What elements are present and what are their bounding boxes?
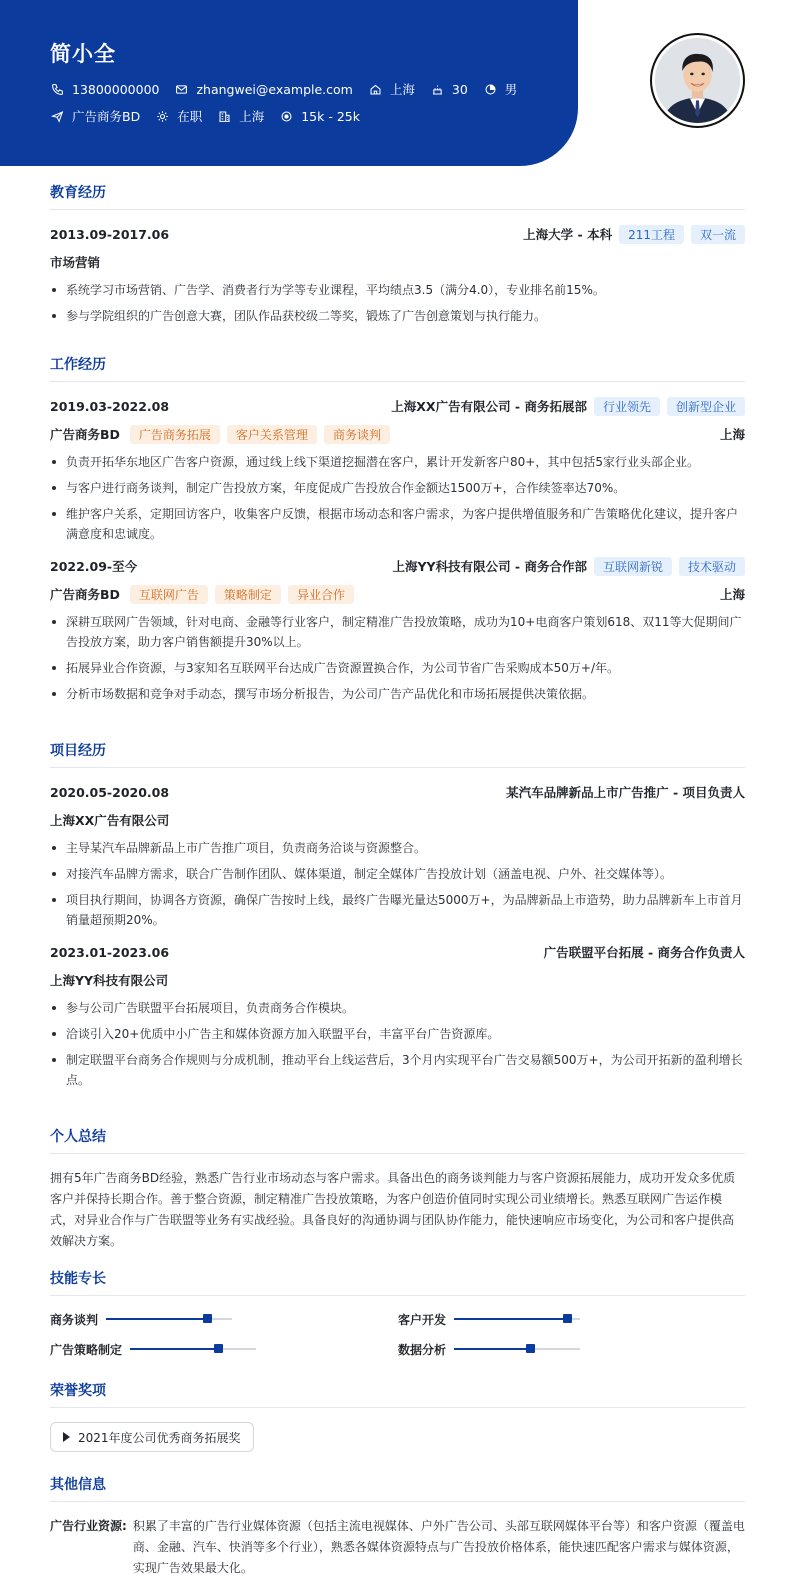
work-section <box>50 354 745 716</box>
list-item: 对接汽车品牌方需求，联合广告制作团队、媒体渠道，制定全媒体广告投放计划（涵盖电视、户外、社交媒体等）。 <box>50 864 745 884</box>
project-company: 上海XX广告有限公司 <box>50 813 170 828</box>
education-school-group <box>523 225 745 244</box>
status-text: 在职 <box>177 109 203 124</box>
project-entry <box>50 782 745 930</box>
position-text: 广告商务BD <box>72 109 141 124</box>
age-item <box>430 82 468 97</box>
contact-row <box>50 80 532 98</box>
work-header-row <box>50 396 745 416</box>
skill-item <box>398 1340 745 1358</box>
section-title: 项目经历 <box>50 740 745 768</box>
awards-section <box>50 1380 745 1452</box>
project-bullets <box>50 998 745 1090</box>
work-role-group <box>50 585 354 604</box>
education-entry <box>50 224 745 326</box>
gender-text: 男 <box>504 82 518 97</box>
project-date: 2020.05-2020.08 <box>50 784 170 800</box>
email-item <box>174 82 352 97</box>
company-tag: 行业领先 <box>594 397 660 416</box>
phone-icon <box>50 82 65 97</box>
work-company: 上海YY科技有限公司 - 商务合作部 <box>392 559 587 574</box>
project-date: 2023.01-2023.06 <box>50 944 170 960</box>
other-value: 积累了丰富的广告行业媒体资源（包括主流电视媒体、户外广告公司、头部互联网媒体平台等）和客户资源（覆盖电商、金融、汽车、快消等多个行业），熟悉各媒体资源特点与广告投放价格体系，能快速匹配客户需求与媒体资源，实现广告效果最大化。 <box>132 1519 745 1575</box>
skill-bar <box>130 1348 256 1350</box>
gender-icon <box>483 82 498 97</box>
award-item[interactable] <box>50 1422 254 1452</box>
other-section <box>50 1474 745 1579</box>
list-item: 参与公司广告联盟平台拓展项目，负责商务合作模块。 <box>50 998 745 1018</box>
project-company-row <box>50 810 745 830</box>
position-item <box>50 107 140 125</box>
skill-knob <box>563 1314 572 1323</box>
skill-fill <box>454 1348 530 1350</box>
list-item: 系统学习市场营销、广告学、消费者行为学等专业课程，平均绩点3.5（满分4.0），专业排名前15%。 <box>50 280 745 300</box>
section-title: 教育经历 <box>50 182 745 210</box>
role-tag: 异业合作 <box>288 585 354 604</box>
skill-fill <box>130 1348 218 1350</box>
list-item: 制定联盟平台商务合作规则与分成机制，推动平台上线运营后，3个月内实现平台广告交易额500万+，为公司开拓新的盈利增长点。 <box>50 1050 745 1090</box>
skill-item <box>50 1310 398 1328</box>
work-city: 上海 <box>719 587 745 602</box>
skill-item <box>398 1310 745 1328</box>
education-school: 上海大学 - 本科 <box>523 227 613 242</box>
status-icon <box>155 109 170 124</box>
skill-label: 商务谈判 <box>50 1312 99 1327</box>
mail-icon <box>174 82 189 97</box>
role-tag: 客户关系管理 <box>227 425 317 444</box>
list-item: 与客户进行商务谈判，制定广告投放方案，年度促成广告投放合作金额达1500万+，合作续签率达70%。 <box>50 478 745 498</box>
role-tag: 互联网广告 <box>130 585 208 604</box>
work-role-group <box>50 425 390 444</box>
salary-text: 15k - 25k <box>301 108 360 124</box>
project-name: 某汽车品牌新品上市广告推广 - 项目负责人 <box>506 785 745 800</box>
skill-knob <box>203 1314 212 1323</box>
salary-item <box>279 109 360 124</box>
skill-knob <box>214 1344 223 1353</box>
city-item <box>217 107 264 125</box>
education-major <box>50 252 745 272</box>
section-title: 工作经历 <box>50 354 745 382</box>
skill-knob <box>526 1344 535 1353</box>
list-item: 参与学院组织的广告创意大赛，团队作品获校级二等奖，锻炼了广告创意策划与执行能力。 <box>50 306 745 326</box>
list-item: 分析市场数据和竞争对手动态，撰写市场分析报告，为公司广告产品优化和市场拓展提供决策依据。 <box>50 684 745 704</box>
list-item: 主导某汽车品牌新品上市广告推广项目，负责商务洽谈与资源整合。 <box>50 838 745 858</box>
phone-text: 13800000000 <box>72 81 160 97</box>
section-title: 技能专长 <box>50 1268 745 1296</box>
section-title: 其他信息 <box>50 1474 745 1502</box>
work-company: 上海XX广告有限公司 - 商务拓展部 <box>391 399 587 414</box>
building-icon <box>217 109 232 124</box>
skill-bar <box>454 1348 580 1350</box>
company-tag: 技术驱动 <box>679 557 745 576</box>
skill-item <box>50 1340 398 1358</box>
work-role: 广告商务BD <box>50 427 120 442</box>
skills-section <box>50 1268 745 1358</box>
school-tag: 211工程 <box>619 225 684 244</box>
education-header-row <box>50 224 745 244</box>
work-entry <box>50 396 745 544</box>
project-header-row <box>50 782 745 802</box>
list-item: 拓展异业合作资源，与3家知名互联网平台达成广告资源置换合作，为公司节省广告采购成本50万+/年。 <box>50 658 745 678</box>
summary-section <box>50 1126 745 1252</box>
project-name: 广告联盟平台拓展 - 商务合作负责人 <box>543 945 745 960</box>
education-major-text: 市场营销 <box>50 255 101 270</box>
work-company-group <box>392 557 745 576</box>
work-role: 广告商务BD <box>50 587 120 602</box>
project-company-row <box>50 970 745 990</box>
education-section <box>50 182 745 338</box>
play-icon <box>63 1432 70 1442</box>
education-date: 2013.09-2017.06 <box>50 226 170 242</box>
project-bullets <box>50 838 745 930</box>
skill-label: 广告策略制定 <box>50 1342 123 1357</box>
cake-icon <box>430 82 445 97</box>
section-title: 个人总结 <box>50 1126 745 1154</box>
skill-bar <box>454 1318 580 1320</box>
list-item: 洽谈引入20+优质中小广告主和媒体资源方加入联盟平台，丰富平台广告资源库。 <box>50 1024 745 1044</box>
summary-text: 拥有5年广告商务BD经验，熟悉广告行业市场动态与客户需求。具备出色的商务谈判能力与客户资源拓展能力，成功开发众多优质客户并保持长期合作。善于整合资源，制定精准广告投放策略，为客户创造价值同时实现公司业绩增长。熟悉互联网广告运作模式，对异业合作与广告联盟等业务有实战经验。具备良好的沟通协调与团队协作能力，能快速响应市场变化，为公司和客户提供高效解决方案。 <box>50 1171 736 1248</box>
company-tag: 互联网新锐 <box>594 557 672 576</box>
work-city: 上海 <box>719 427 745 442</box>
project-entry <box>50 942 745 1090</box>
list-item: 项目执行期间，协调各方资源，确保广告按时上线，最终广告曝光量达5000万+，为品牌新品上市造势，助力品牌新车上市首月销量超预期20%。 <box>50 890 745 930</box>
work-entry <box>50 556 745 704</box>
work-date: 2022.09-至今 <box>50 559 138 574</box>
section-title: 荣誉奖项 <box>50 1380 745 1408</box>
project-company: 上海YY科技有限公司 <box>50 973 169 988</box>
project-header-row <box>50 942 745 962</box>
email-text: zhangwei@example.com <box>196 81 353 97</box>
gender-item <box>483 80 518 98</box>
age-text: 30 <box>451 81 468 97</box>
location-item <box>368 80 415 98</box>
skill-bar <box>106 1318 232 1320</box>
other-item <box>50 1516 745 1579</box>
send-icon <box>50 109 65 124</box>
work-company-group <box>391 397 745 416</box>
phone-item <box>50 82 159 97</box>
salary-icon <box>279 109 294 124</box>
work-bullets <box>50 612 745 704</box>
avatar-photo <box>655 38 740 123</box>
work-role-row <box>50 424 745 444</box>
skill-fill <box>454 1318 567 1320</box>
candidate-name: 简小全 <box>50 42 116 66</box>
skills-grid <box>50 1310 745 1358</box>
work-date: 2019.03-2022.08 <box>50 398 170 414</box>
resume-header <box>0 0 578 166</box>
school-tag: 双一流 <box>691 225 745 244</box>
list-item: 深耕互联网广告领域，针对电商、金融等行业客户，制定精准广告投放策略，成功为10+电商客户策划618、双11等大促期间广告投放方案，助力客户销售额提升30%以上。 <box>50 612 745 652</box>
status-item <box>155 107 202 125</box>
work-header-row <box>50 556 745 576</box>
work-bullets <box>50 452 745 544</box>
role-tag: 策略制定 <box>215 585 281 604</box>
work-role-row <box>50 584 745 604</box>
skill-label: 客户开发 <box>398 1312 447 1327</box>
avatar <box>650 33 745 128</box>
skill-fill <box>106 1318 207 1320</box>
job-intent-row <box>50 107 375 125</box>
education-bullets <box>50 280 745 326</box>
award-text: 2021年度公司优秀商务拓展奖 <box>78 1430 241 1445</box>
city-text: 上海 <box>239 109 265 124</box>
location-text: 上海 <box>389 82 415 97</box>
list-item: 负责开拓华东地区广告客户资源，通过线上线下渠道挖掘潜在客户，累计开发新客户80+，其中包括5家行业头部企业。 <box>50 452 745 472</box>
list-item: 维护客户关系，定期回访客户，收集客户反馈，根据市场动态和客户需求，为客户提供增值服务和广告策略优化建议，提升客户满意度和忠诚度。 <box>50 504 745 544</box>
skill-label: 数据分析 <box>398 1342 447 1357</box>
other-key: 广告行业资源: <box>50 1519 127 1533</box>
home-icon <box>368 82 383 97</box>
company-tag: 创新型企业 <box>667 397 745 416</box>
projects-section <box>50 740 745 1102</box>
role-tag: 广告商务拓展 <box>130 425 220 444</box>
role-tag: 商务谈判 <box>324 425 390 444</box>
